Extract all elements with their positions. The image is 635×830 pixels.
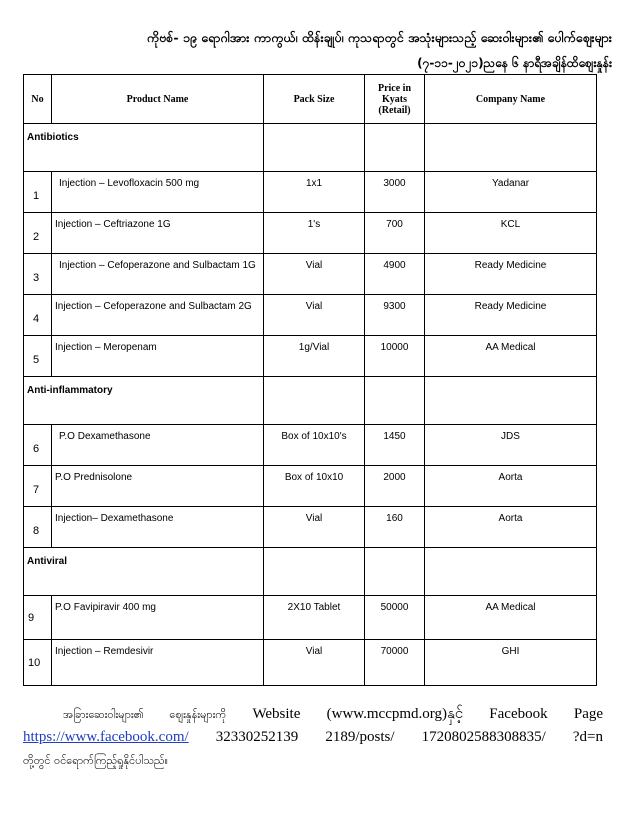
- header-company-name: Company Name: [425, 75, 597, 124]
- pack-size: [264, 425, 365, 466]
- empty-cell: [264, 124, 365, 172]
- product-name-text: Injection – Remdesivir: [55, 646, 154, 657]
- table-row: [24, 507, 597, 548]
- pack-size: [264, 213, 365, 254]
- row-number-text: 2: [33, 231, 40, 243]
- empty-cell: [425, 377, 597, 425]
- row-number: [24, 295, 52, 336]
- product-name-text: Injection– Dexamethasone: [55, 513, 174, 524]
- price: [365, 425, 425, 466]
- footer-note: [23, 703, 603, 772]
- row-number: [24, 596, 52, 640]
- empty-cell: [264, 377, 365, 425]
- product-name: [52, 254, 264, 295]
- pack-size: [264, 466, 365, 507]
- row-number-text: 9: [28, 611, 35, 624]
- pack-size: [264, 596, 365, 640]
- row-number: [24, 640, 52, 686]
- company-name: [425, 466, 597, 507]
- price: [365, 466, 425, 507]
- company-name: [425, 425, 597, 466]
- row-number: [24, 507, 52, 548]
- row-number-text: 7: [33, 484, 40, 496]
- price: [365, 596, 425, 640]
- company-name-text: AA Medical: [485, 602, 536, 613]
- category-label-anti-inflammatory: Anti-inflammatory: [24, 377, 264, 425]
- row-number: [24, 336, 52, 377]
- price-text: 160: [386, 513, 403, 524]
- footer-intro-text: အခြားဆေးဝါးများ၏ ဈေးနှုန်းများကို: [63, 708, 227, 721]
- empty-cell: [425, 124, 597, 172]
- product-name-text: P.O Dexamethasone: [59, 431, 151, 442]
- row-number-text: 1: [33, 190, 40, 202]
- table-row: [24, 295, 597, 336]
- company-name: [425, 507, 597, 548]
- category-row: [24, 548, 597, 596]
- price: [365, 640, 425, 686]
- table-row: [24, 254, 597, 295]
- price-text: 3000: [383, 178, 406, 189]
- price: [365, 336, 425, 377]
- price-text: 4900: [383, 260, 406, 271]
- row-number: [24, 425, 52, 466]
- table-row: [24, 213, 597, 254]
- table-row: [24, 336, 597, 377]
- product-name-text: Injection – Ceftriazone 1G: [55, 219, 171, 230]
- product-name: [52, 213, 264, 254]
- company-name-text: Aorta: [498, 513, 523, 524]
- empty-cell: [264, 548, 365, 596]
- company-name-text: Ready Medicine: [474, 260, 547, 271]
- facebook-link[interactable]: https://www.facebook.com/: [23, 729, 189, 745]
- category-row: [24, 377, 597, 425]
- pack-size: [264, 336, 365, 377]
- row-number-text: 10: [28, 656, 41, 669]
- price: [365, 254, 425, 295]
- empty-cell: [425, 548, 597, 596]
- footer-line-1: [23, 703, 603, 726]
- company-name: [425, 172, 597, 213]
- product-name: [52, 425, 264, 466]
- row-number-text: 3: [33, 272, 40, 284]
- price-text: 50000: [380, 602, 409, 613]
- product-name: [52, 336, 264, 377]
- row-number-text: 6: [33, 443, 40, 455]
- row-number-text: 5: [33, 354, 40, 366]
- company-name-text: Yadanar: [491, 178, 530, 189]
- pack-size-text: Vial: [305, 646, 323, 657]
- company-name-text: JDS: [501, 431, 520, 442]
- pack-size: [264, 172, 365, 213]
- price-text: 2000: [383, 472, 406, 483]
- company-name: [425, 596, 597, 640]
- company-name: [425, 254, 597, 295]
- pack-size: [264, 254, 365, 295]
- product-name: [52, 507, 264, 548]
- product-name-text: Injection – Levofloxacin 500 mg: [59, 178, 200, 189]
- product-name-text: P.O Prednisolone: [55, 472, 133, 483]
- pack-size-text: 1x1: [305, 178, 323, 189]
- pack-size-text: 1's: [307, 219, 321, 230]
- pack-size-text: Box of 10x10: [284, 472, 344, 483]
- price: [365, 507, 425, 548]
- company-name: [425, 295, 597, 336]
- company-name-text: GHI: [501, 646, 520, 657]
- pack-size-text: Vial: [305, 260, 323, 271]
- product-name: [52, 466, 264, 507]
- product-name: [52, 295, 264, 336]
- table-row: [24, 640, 597, 686]
- pack-size-text: Vial: [305, 301, 323, 312]
- footer-line-2: [23, 726, 603, 749]
- product-name-text: P.O Favipiravir 400 mg: [55, 602, 156, 613]
- empty-cell: [365, 377, 425, 425]
- table-row: [24, 466, 597, 507]
- price-text: 700: [386, 219, 403, 230]
- price-text: 10000: [380, 342, 409, 353]
- company-name-text: Ready Medicine: [474, 301, 547, 312]
- pack-size: [264, 295, 365, 336]
- table-row: [24, 596, 597, 640]
- product-name: [52, 596, 264, 640]
- company-name: [425, 213, 597, 254]
- table-header-row: [24, 75, 597, 124]
- document-title: ကိုဗစ်- ၁၉ ရောဂါအား ကာကွယ်၊ ထိန်းချုပ်၊ ကုသရာတွင် အသုံးများသည့် ဆေးဝါးများ၏ ပေါက်ဈေးများ: [146, 30, 612, 45]
- row-number-text: 4: [33, 313, 40, 325]
- pack-size-text: Box of 10x10's: [281, 431, 347, 442]
- table-row: [24, 172, 597, 213]
- document-date-line: (၇-၁၁-၂၀၂၁)ညနေ ၆ နာရီအချိန်ထိဈေးနှုန်း: [417, 56, 612, 70]
- price: [365, 295, 425, 336]
- row-number: [24, 172, 52, 213]
- product-name: [52, 640, 264, 686]
- empty-cell: [365, 548, 425, 596]
- header-product-name: Product Name: [52, 75, 264, 124]
- company-name-text: AA Medical: [485, 342, 536, 353]
- price-text: 1450: [383, 431, 406, 442]
- row-number-text: 8: [33, 525, 40, 537]
- table-row: [24, 425, 597, 466]
- footer-line-3: တို့တွင် ဝင်ရောက်ကြည့်ရှုနိုင်ပါသည်။: [23, 754, 168, 767]
- header-price: Price in Kyats (Retail): [365, 75, 425, 124]
- pack-size-text: 1g/Vial: [298, 342, 330, 353]
- category-label-antiviral: Antiviral: [24, 548, 264, 596]
- pack-size: [264, 507, 365, 548]
- company-name: [425, 640, 597, 686]
- product-name-text: Injection – Cefoperazone and Sulbactam 1G: [59, 260, 256, 271]
- price: [365, 172, 425, 213]
- header-no: No: [24, 75, 52, 124]
- company-name: [425, 336, 597, 377]
- category-label-antibiotics: Antibiotics: [24, 124, 264, 172]
- company-name-text: Aorta: [498, 472, 523, 483]
- empty-cell: [365, 124, 425, 172]
- footer-website-text: Website (www.mccpmd.org)နှင့် Facebook Page: [252, 706, 604, 722]
- pack-size: [264, 640, 365, 686]
- row-number: [24, 213, 52, 254]
- pack-size-text: 2X10 Tablet: [287, 602, 341, 613]
- price-table: [23, 74, 597, 686]
- header-pack-size: Pack Size: [264, 75, 365, 124]
- price: [365, 213, 425, 254]
- product-name-text: Injection – Cefoperazone and Sulbactam 2G: [55, 301, 252, 312]
- price-text: 70000: [380, 646, 409, 657]
- pack-size-text: Vial: [305, 513, 323, 524]
- category-row: [24, 124, 597, 172]
- company-name-text: KCL: [500, 219, 521, 230]
- row-number: [24, 254, 52, 295]
- product-name: [52, 172, 264, 213]
- product-name-text: Injection – Meropenam: [55, 342, 157, 353]
- facebook-url-rest: 32330252139 2189/posts/ 1720802588308835/ ?d=n: [215, 729, 603, 745]
- price-text: 9300: [383, 301, 406, 312]
- row-number: [24, 466, 52, 507]
